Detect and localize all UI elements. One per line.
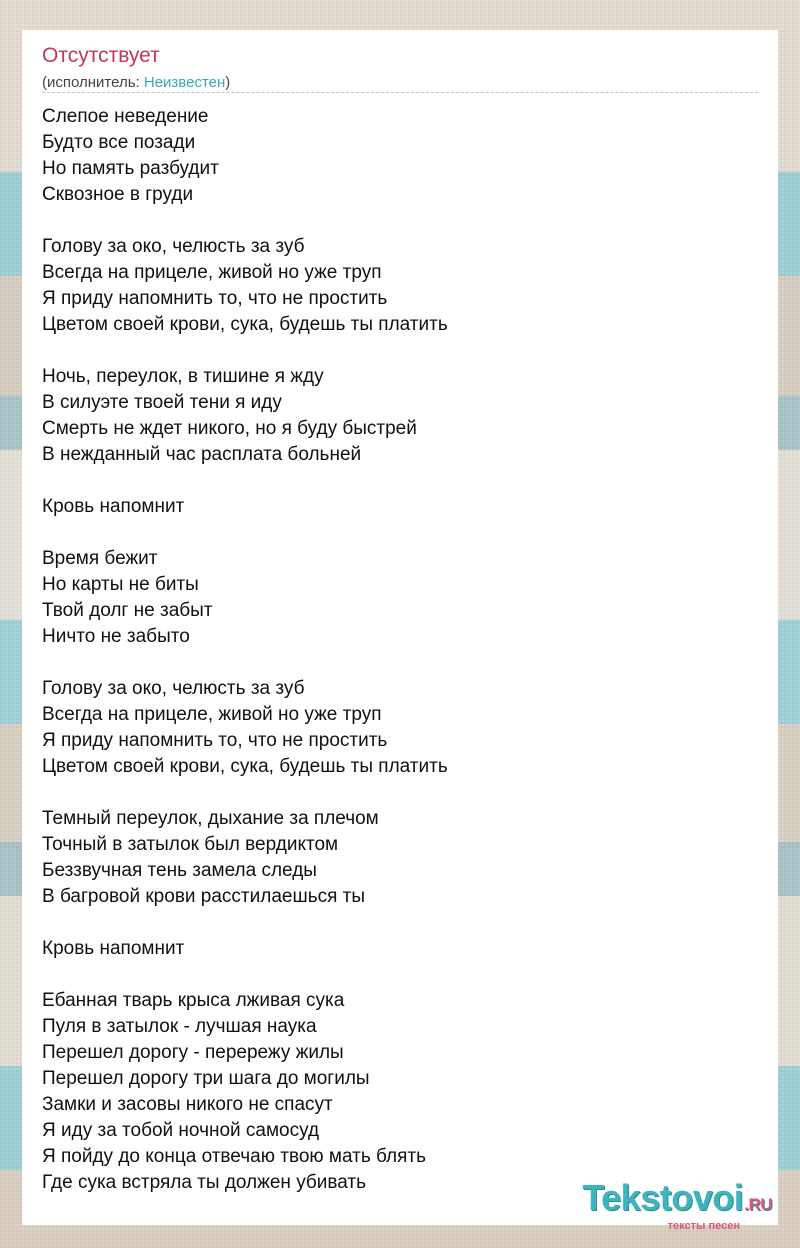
lyric-line: Время бежит (42, 548, 158, 569)
lyrics-card (22, 30, 778, 1225)
lyrics-stanza (42, 104, 758, 208)
lyric-line: Кровь напомнит (42, 496, 185, 517)
lyric-line: Но память разбудит (42, 158, 219, 179)
artist-meta (42, 73, 230, 93)
lyrics-stanza (42, 988, 758, 1196)
lyric-line: Темный переулок, дыхание за плечом (42, 808, 379, 829)
lyric-line: Твой долг не забыт (42, 600, 213, 621)
lyric-line: Смерть не ждет никого, но я буду быстрей (42, 418, 417, 439)
lyric-line: Я приду напомнить то, что не простить (42, 288, 388, 309)
lyric-line: Кровь напомнит (42, 938, 185, 959)
lyrics-stanza (42, 494, 758, 520)
lyric-line: Голову за око, челюсть за зуб (42, 678, 305, 699)
lyric-line: В нежданный час расплата больней (42, 444, 362, 465)
lyric-line: Перешел дорогу три шага до могилы (42, 1068, 370, 1089)
logo-wordmark (582, 1177, 772, 1223)
lyrics-stanza (42, 676, 758, 780)
lyric-line: Я приду напомнить то, что не простить (42, 730, 388, 751)
lyric-line: Всегда на прицеле, живой но уже труп (42, 262, 382, 283)
lyric-line: Где сука встряла ты должен убивать (42, 1172, 367, 1193)
logo-name: Tekstovoi (582, 1177, 744, 1218)
lyric-line: Но карты не биты (42, 574, 199, 595)
lyrics-stanza (42, 234, 758, 338)
lyric-line: Ночь, переулок, в тишине я жду (42, 366, 324, 387)
site-logo[interactable] (582, 1177, 772, 1232)
lyric-line: В багровой крови расстилаешься ты (42, 886, 366, 907)
lyric-line: Слепое неведение (42, 106, 209, 127)
lyric-line: Пуля в затылок - лучшая наука (42, 1016, 317, 1037)
lyric-line: Я иду за тобой ночной самосуд (42, 1120, 320, 1141)
lyrics-stanza (42, 936, 758, 962)
lyric-line: Голову за око, челюсть за зуб (42, 236, 305, 257)
lyric-line: Перешел дорогу - перережу жилы (42, 1042, 344, 1063)
lyric-line: Всегда на прицеле, живой но уже труп (42, 704, 382, 725)
lyric-line: Замки и засовы никого не спасут (42, 1094, 333, 1115)
lyric-line: Сквозное в груди (42, 184, 194, 205)
artist-suffix: ) (225, 74, 231, 91)
artist-prefix: (исполнитель: (42, 74, 144, 91)
lyrics-stanza (42, 364, 758, 468)
lyrics-stanza (42, 806, 758, 910)
lyrics-body (42, 104, 758, 1196)
lyric-line: В силуэте твоей тени я иду (42, 392, 282, 413)
artist-link[interactable]: Неизвестен (143, 74, 226, 91)
lyric-line: Я пойду до конца отвечаю твою мать блять (42, 1146, 427, 1167)
lyric-line: Будто все позади (42, 132, 196, 153)
logo-tagline: тексты песен (667, 1220, 740, 1232)
logo-tld: .RU (744, 1195, 772, 1214)
lyric-line: Ничто не забыто (42, 626, 190, 647)
dashed-divider (42, 92, 758, 93)
lyric-line: Ебанная тварь крыса лживая сука (42, 990, 345, 1011)
lyric-line: Беззвучная тень замела следы (42, 860, 317, 881)
song-title: Отсутствует (42, 44, 160, 67)
lyric-line: Цветом своей крови, сука, будешь ты платить (42, 314, 448, 335)
lyrics-stanza (42, 546, 758, 650)
lyric-line: Цветом своей крови, сука, будешь ты платить (42, 756, 448, 777)
lyric-line: Точный в затылок был вердиктом (42, 834, 339, 855)
